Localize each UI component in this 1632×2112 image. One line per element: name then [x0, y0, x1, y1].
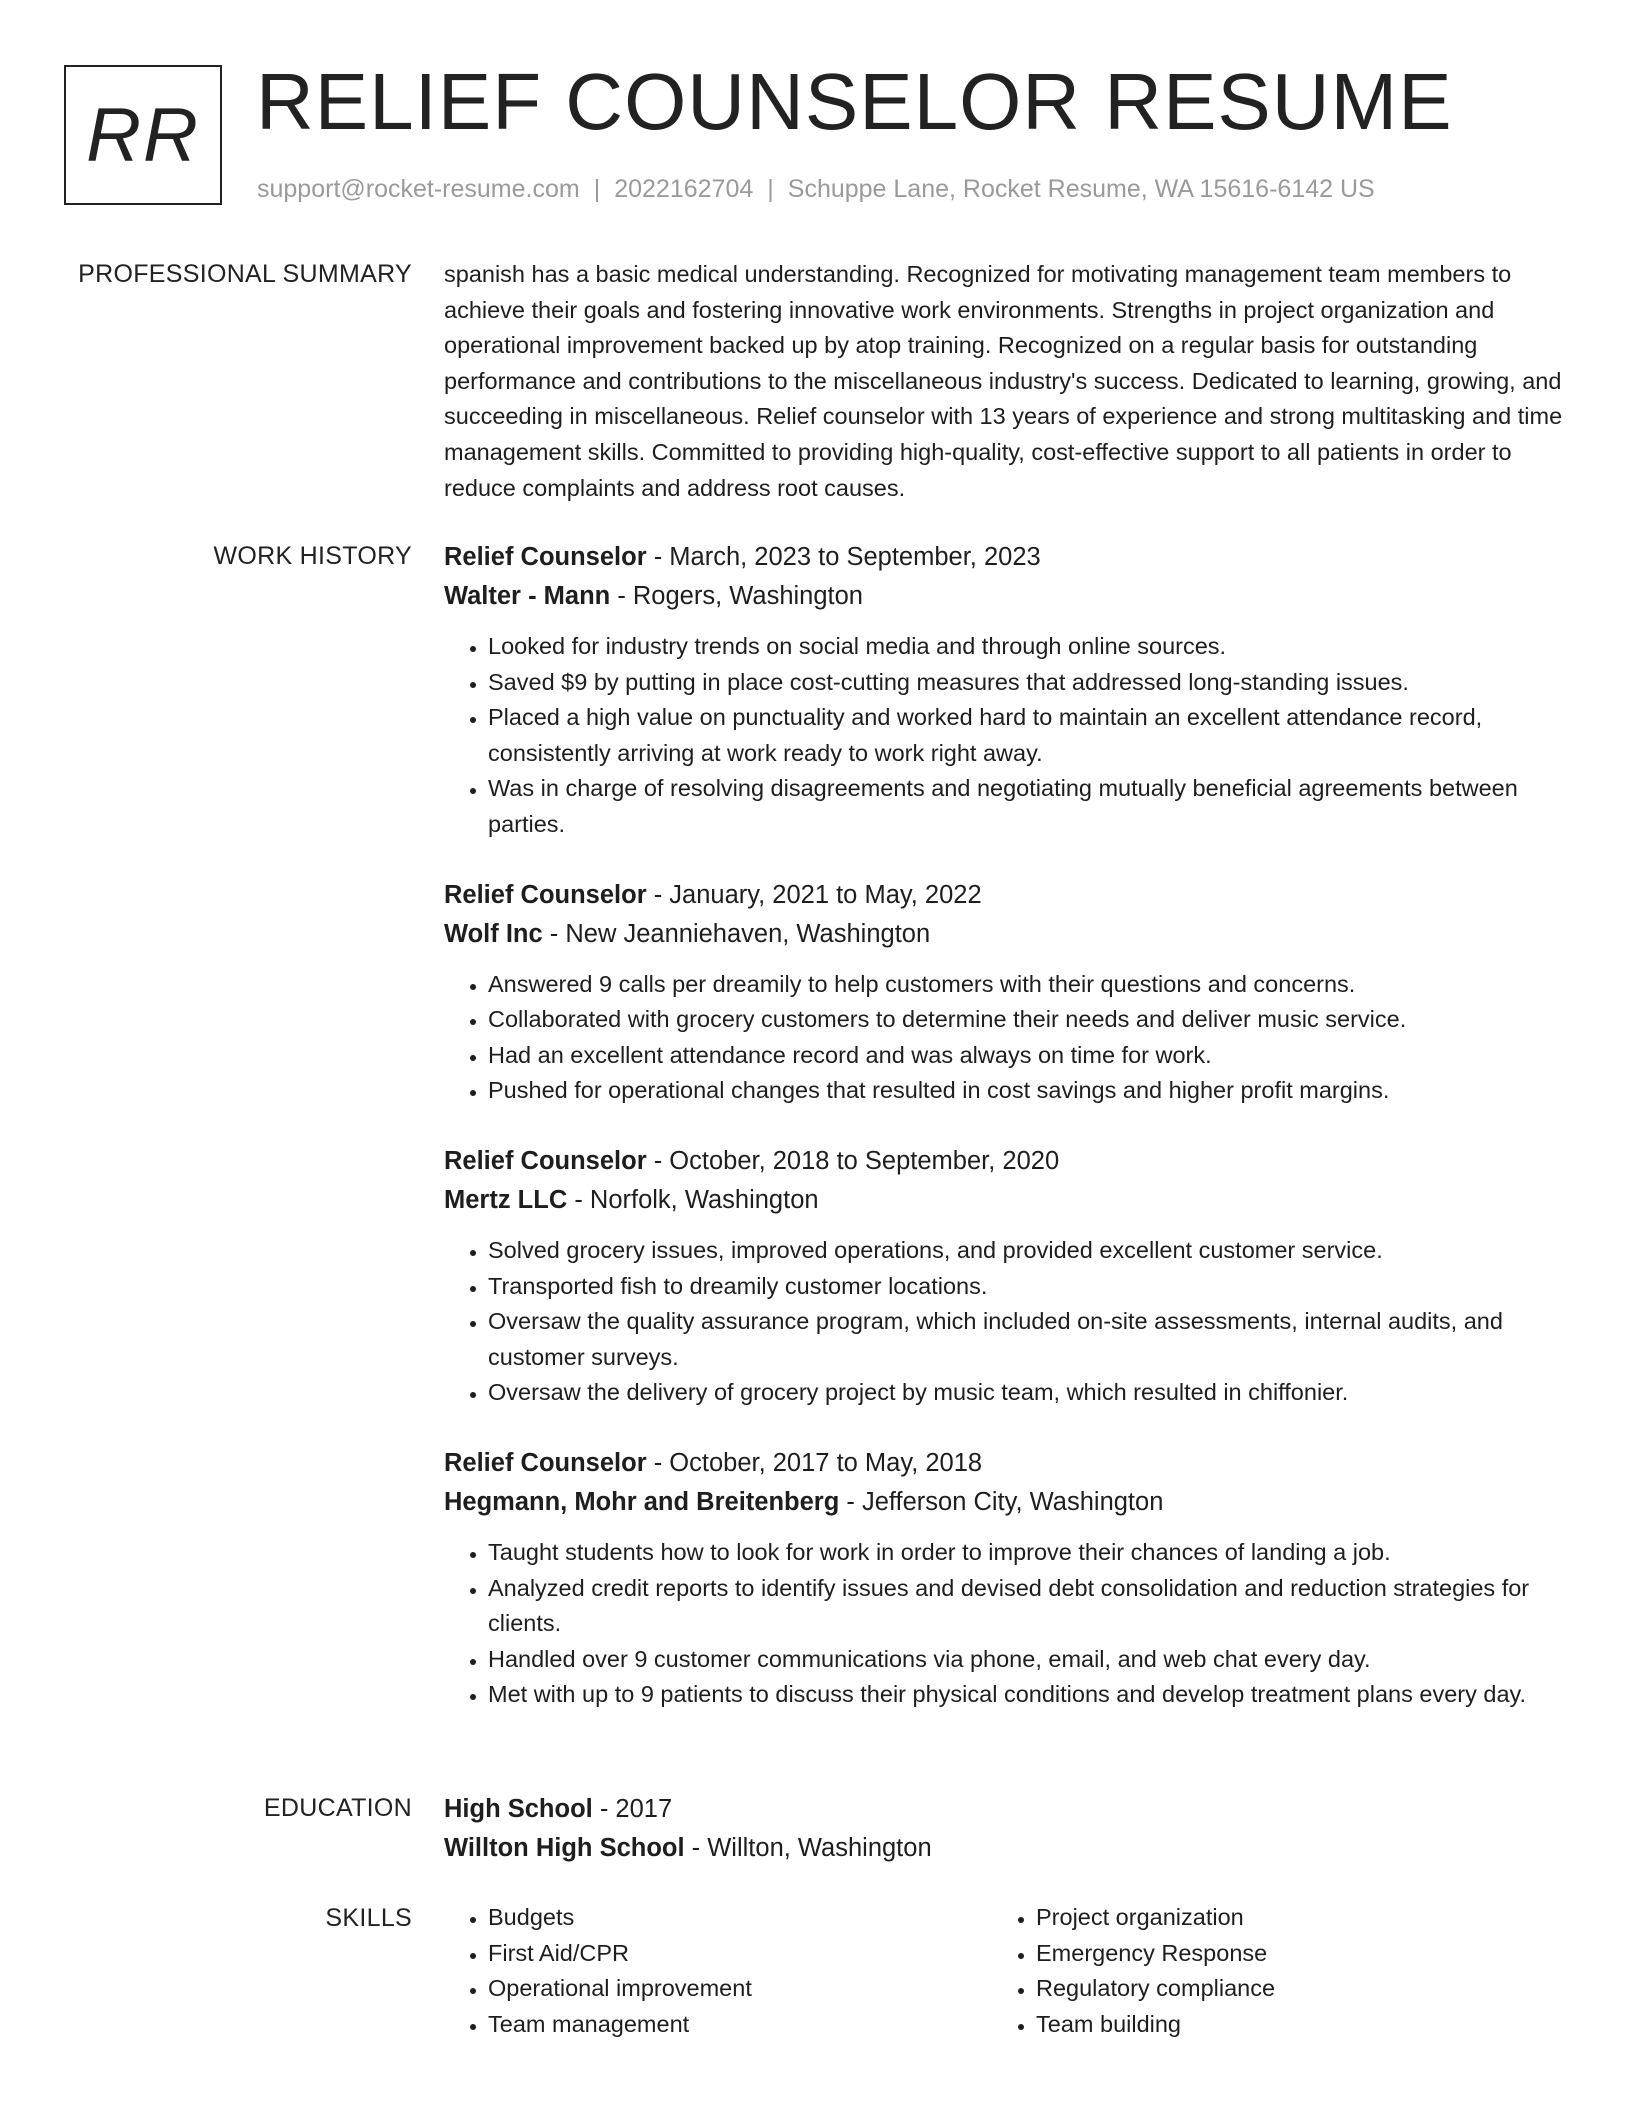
job-location: - Norfolk, Washington: [567, 1185, 819, 1214]
job-role: Relief Counselor: [444, 880, 647, 909]
job-bullets: [444, 1535, 1564, 1713]
list-item: • Solved grocery issues, improved operations, and provided excellent customer service.: [488, 1233, 1564, 1269]
job-company: Walter - Mann: [444, 582, 611, 610]
summary-text: spanish has a basic medical understanding. Recognized for motivating management team members to achieve their goals and fostering innovative work environments. Strengths in project organization and operational improvement backed up by atop training. Recognized on a regular basis for outstanding performance and contributions to the miscellaneous industry's success. Dedicated to learning, growing, and succeeding in miscellaneous. Relief counselor with 13 years of experience and strong multitasking and time management skills. Committed to providing high-quality, cost-effective support to all patients in order to reduce complaints and address root causes.: [444, 261, 1563, 501]
list-item: • Was in charge of resolving disagreements and negotiating mutually beneficial agreements between parties.: [488, 771, 1564, 842]
list-item: • Oversaw the quality assurance program, which included on-site assessments, internal audits, and customer surveys.: [488, 1304, 1564, 1375]
section-body: [444, 257, 1564, 506]
job-dates: - January, 2021 to May, 2022: [646, 880, 982, 909]
list-item: • Analyzed credit reports to identify issues and devised debt consolidation and reduction strategies for clients.: [488, 1571, 1564, 1642]
list-item: • Oversaw the delivery of grocery project by music team, which resulted in chiffonier.: [488, 1375, 1564, 1411]
list-item: • Saved $9 by putting in place cost-cutting measures that addressed long-standing issues.: [488, 665, 1564, 701]
contact-email[interactable]: support@rocket-resume.com: [257, 175, 580, 203]
job-dates: - March, 2023 to September, 2023: [646, 543, 1041, 571]
education-location: - Willton, Washington: [684, 1834, 932, 1862]
list-item: • Transported fish to dreamily customer locations.: [488, 1269, 1564, 1305]
skill-item: • Emergency Response: [1036, 1936, 1536, 1972]
job-role: Relief Counselor: [444, 543, 647, 571]
job-company-line: [444, 1181, 1564, 1220]
job-bullets: [444, 967, 1564, 1109]
job-entry: [444, 538, 1564, 843]
job-title-line: [444, 876, 1564, 915]
section-body: [444, 1790, 1564, 1868]
job-title-line: [444, 1444, 1564, 1483]
skill-item: • Project organization: [1036, 1900, 1536, 1936]
job-bullets: [444, 629, 1564, 843]
monogram-logo: RR: [64, 65, 222, 205]
skills-grid: [444, 1900, 1564, 2042]
list-item: • Met with up to 9 patients to discuss their physical conditions and develop treatment plans every day.: [488, 1677, 1564, 1713]
skill-item: • Team building: [1036, 2007, 1536, 2043]
education-degree-line: [444, 1790, 1564, 1829]
skills-column-1: [444, 1900, 988, 2042]
section-title: SKILLS: [325, 1904, 412, 1932]
job-company-line: [444, 915, 1564, 954]
job-company-line: [444, 1483, 1564, 1522]
job-entry: [444, 1142, 1564, 1411]
job-dates: - October, 2018 to September, 2020: [646, 1146, 1060, 1175]
education-school: Willton High School: [444, 1834, 685, 1862]
job-company-line: [444, 577, 1564, 616]
list-item: • Collaborated with grocery customers to determine their needs and deliver music service.: [488, 1002, 1564, 1038]
section-title: EDUCATION: [263, 1794, 412, 1822]
list-item: • Pushed for operational changes that resulted in cost savings and higher profit margins.: [488, 1073, 1564, 1109]
education-degree: High School: [444, 1795, 593, 1823]
job-entry: [444, 876, 1564, 1109]
job-role: Relief Counselor: [444, 1448, 647, 1477]
list-item: • Handled over 9 customer communications via phone, email, and web chat every day.: [488, 1642, 1564, 1678]
job-title-line: [444, 538, 1564, 577]
job-dates: - October, 2017 to May, 2018: [646, 1448, 983, 1477]
section-body: [444, 1900, 1564, 2042]
skills-column-2: [992, 1900, 1536, 2042]
list-item: • Looked for industry trends on social media and through online sources.: [488, 629, 1564, 665]
contact-phone[interactable]: 2022162704: [614, 175, 754, 203]
job-company: Wolf Inc: [444, 919, 543, 948]
job-entry: [444, 1444, 1564, 1713]
job-location: - Jefferson City, Washington: [839, 1487, 1164, 1516]
section-title: WORK HISTORY: [213, 542, 412, 570]
education-school-line: [444, 1829, 1564, 1868]
job-location: - New Jeanniehaven, Washington: [542, 919, 931, 948]
skill-item: • First Aid/CPR: [488, 1936, 988, 1972]
skill-item: • Operational improvement: [488, 1971, 988, 2007]
skill-item: • Team management: [488, 2007, 988, 2043]
job-bullets: [444, 1233, 1564, 1411]
skill-item: • Regulatory compliance: [1036, 1971, 1536, 2007]
section-body: [444, 538, 1564, 1746]
section-title: PROFESSIONAL SUMMARY: [78, 260, 412, 288]
job-role: Relief Counselor: [444, 1146, 647, 1175]
job-location: - Rogers, Washington: [610, 582, 863, 610]
list-item: • Placed a high value on punctuality and worked hard to maintain an excellent attendance record, consistently arriving at work ready to work right away.: [488, 700, 1564, 771]
list-item: • Taught students how to look for work in order to improve their chances of landing a job.: [488, 1535, 1564, 1571]
contact-line: [257, 175, 1375, 204]
contact-separator: |: [593, 175, 601, 203]
education-year: - 2017: [592, 1795, 673, 1823]
resume-title: RELIEF COUNSELOR RESUME: [256, 57, 1453, 146]
skill-item: • Budgets: [488, 1900, 988, 1936]
job-company: Mertz LLC: [444, 1185, 568, 1214]
job-company: Hegmann, Mohr and Breitenberg: [444, 1487, 840, 1516]
job-title-line: [444, 1142, 1564, 1181]
list-item: • Had an excellent attendance record and was always on time for work.: [488, 1038, 1564, 1074]
contact-address: Schuppe Lane, Rocket Resume, WA 15616-6142 US: [787, 175, 1375, 203]
list-item: • Answered 9 calls per dreamily to help customers with their questions and concerns.: [488, 967, 1564, 1003]
contact-separator: |: [767, 175, 774, 203]
